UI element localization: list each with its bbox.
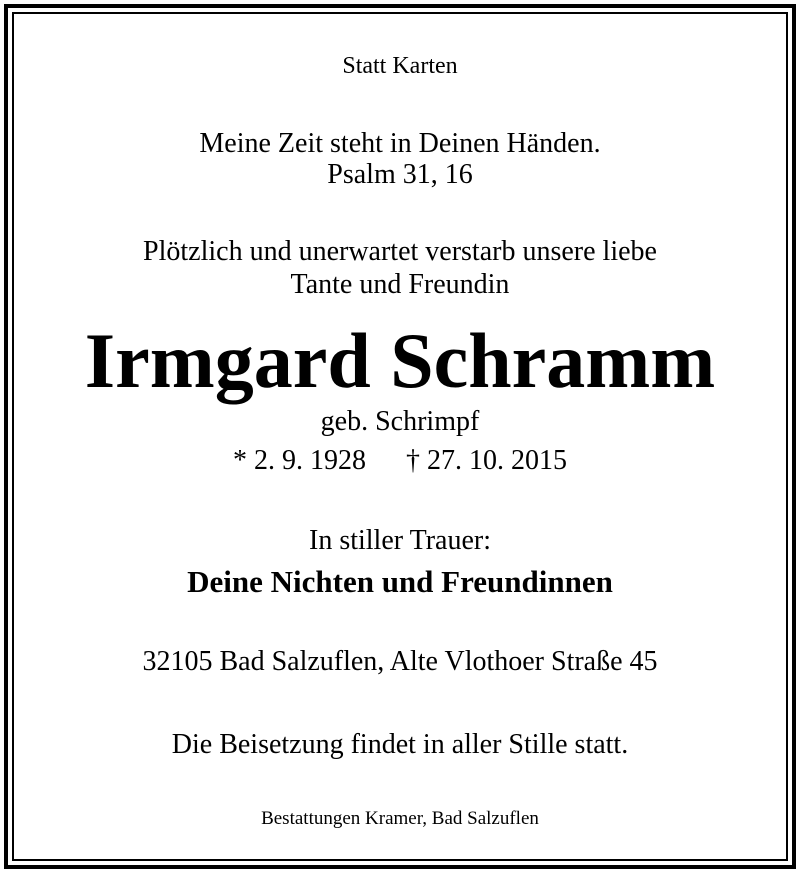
quote-text: Meine Zeit steht in Deinen Händen. [199,128,601,159]
quote-reference: Psalm 31, 16 [327,159,473,190]
mourners: Deine Nichten und Freundinnen [187,564,613,599]
maiden-name: geb. Schrimpf [320,406,480,437]
life-dates [0,447,800,475]
undertaker: Bestattungen Kramer, Bad Salzuflen [261,808,539,829]
intro-line-2: Tante und Freundin [290,269,510,300]
address: 32105 Bad Salzuflen, Alte Vlothoer Straße 45 [142,646,658,677]
deceased-name: Irmgard Schramm [84,317,716,404]
death-date: † 27. 10. 2015 [406,445,567,476]
mourning-label: In stiller Trauer: [309,525,491,556]
funeral-note: Die Beisetzung findet in aller Stille statt. [171,729,629,760]
birth-date: * 2. 9. 1928 [233,445,366,476]
header-text: Statt Karten [342,53,458,79]
intro-line-1: Plötzlich und unerwartet verstarb unsere liebe [143,236,657,267]
